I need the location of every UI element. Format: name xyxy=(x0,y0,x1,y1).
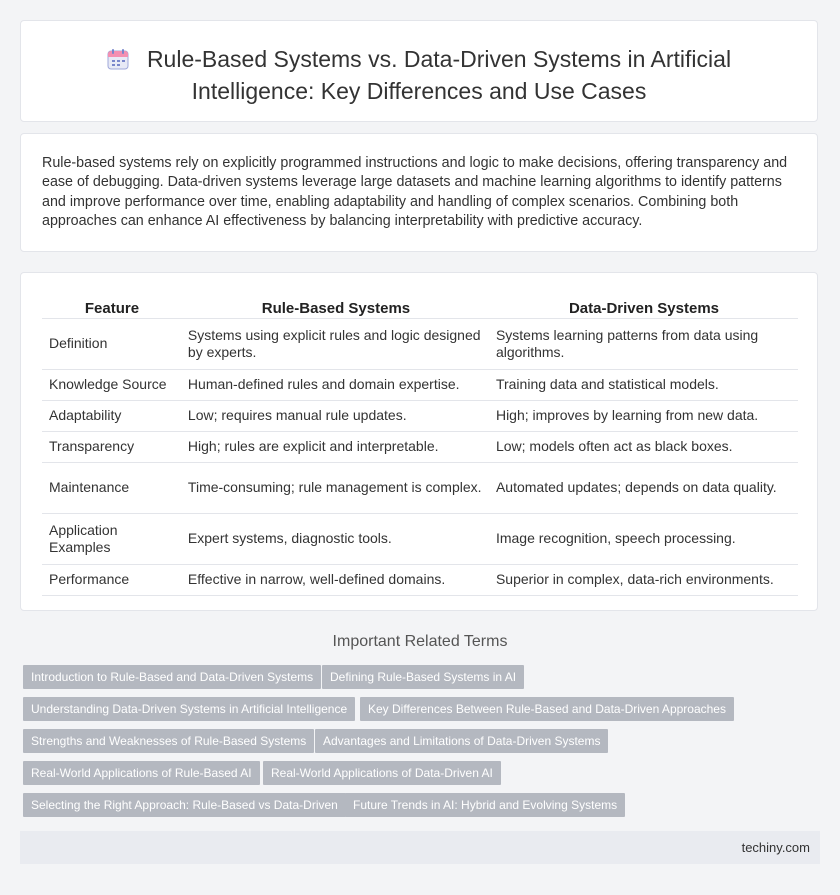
comparison-table xyxy=(42,298,798,596)
rule-based-cell: Low; requires manual rule updates. xyxy=(182,401,490,432)
comparison-card xyxy=(20,272,818,611)
related-term-tag[interactable]: Future Trends in AI: Hybrid and Evolving Systems xyxy=(345,793,625,817)
related-term-tag[interactable]: Understanding Data-Driven Systems in Artificial Intelligence xyxy=(23,697,355,721)
rule-based-cell: Expert systems, diagnostic tools. xyxy=(182,514,490,565)
table-row xyxy=(42,370,798,401)
related-term-tag[interactable]: Strengths and Weaknesses of Rule-Based Systems xyxy=(23,729,314,753)
table-row xyxy=(42,401,798,432)
table-row xyxy=(42,319,798,370)
page-title xyxy=(21,45,817,106)
feature-cell: Definition xyxy=(42,319,182,370)
related-term-tag[interactable]: Key Differences Between Rule-Based and Data-Driven Approaches xyxy=(360,697,734,721)
rule-based-cell: Human-defined rules and domain expertise. xyxy=(182,370,490,401)
table-row xyxy=(42,432,798,463)
related-term-tag[interactable]: Defining Rule-Based Systems in AI xyxy=(322,665,524,689)
title-card xyxy=(20,20,818,122)
title-line-1: Rule-Based Systems vs. Data-Driven Systems in Artificial xyxy=(146,46,732,72)
data-driven-cell: Automated updates; depends on data quality. xyxy=(490,463,798,514)
rule-based-cell: Systems using explicit rules and logic designed by experts. xyxy=(182,319,490,370)
calendar-icon xyxy=(107,48,129,77)
rule-based-cell: High; rules are explicit and interpretable. xyxy=(182,432,490,463)
feature-cell: Performance xyxy=(42,565,182,596)
header-rule-based: Rule-Based Systems xyxy=(182,298,490,319)
table-row xyxy=(42,565,798,596)
table-row xyxy=(42,514,798,565)
footer-site-link[interactable]: techiny.com xyxy=(741,840,810,855)
data-driven-cell: Image recognition, speech processing. xyxy=(490,514,798,565)
related-term-tag[interactable]: Real-World Applications of Data-Driven AI xyxy=(263,761,501,785)
intro-card xyxy=(20,133,818,252)
table-row xyxy=(42,463,798,514)
related-terms-heading: Important Related Terms xyxy=(332,633,508,650)
header-data-driven: Data-Driven Systems xyxy=(490,298,798,319)
table-header-row xyxy=(42,298,798,319)
header-feature: Feature xyxy=(42,298,182,319)
related-term-tag[interactable]: Introduction to Rule-Based and Data-Driven Systems xyxy=(23,665,321,689)
data-driven-cell: High; improves by learning from new data. xyxy=(490,401,798,432)
title-line-2: Intelligence: Key Differences and Use Cases xyxy=(191,78,647,104)
data-driven-cell: Training data and statistical models. xyxy=(490,370,798,401)
related-term-tag[interactable]: Selecting the Right Approach: Rule-Based vs Data-Driven xyxy=(23,793,346,817)
intro-paragraph: Rule-based systems rely on explicitly programmed instructions and logic to make decisions, offering transparency and ease of debugging. Data-driven systems leverage large datasets and machine learning algorithms to identify patterns and improve performance over time, enabling adaptability and handling of complex scenarios. Combining both approaches can enhance AI effectiveness by balancing interpretability with predictive accuracy. xyxy=(42,155,788,229)
data-driven-cell: Superior in complex, data-rich environments. xyxy=(490,565,798,596)
rule-based-cell: Effective in narrow, well-defined domains. xyxy=(182,565,490,596)
feature-cell: Adaptability xyxy=(42,401,182,432)
data-driven-cell: Low; models often act as black boxes. xyxy=(490,432,798,463)
rule-based-cell: Time-consuming; rule management is complex. xyxy=(182,463,490,514)
feature-cell: Knowledge Source xyxy=(42,370,182,401)
footer xyxy=(20,831,820,864)
feature-cell: Transparency xyxy=(42,432,182,463)
data-driven-cell: Systems learning patterns from data using algorithms. xyxy=(490,319,798,370)
feature-cell: Maintenance xyxy=(42,463,182,514)
feature-cell: Application Examples xyxy=(42,514,182,565)
related-term-tag[interactable]: Advantages and Limitations of Data-Driven Systems xyxy=(315,729,608,753)
related-term-tag[interactable]: Real-World Applications of Rule-Based AI xyxy=(23,761,260,785)
